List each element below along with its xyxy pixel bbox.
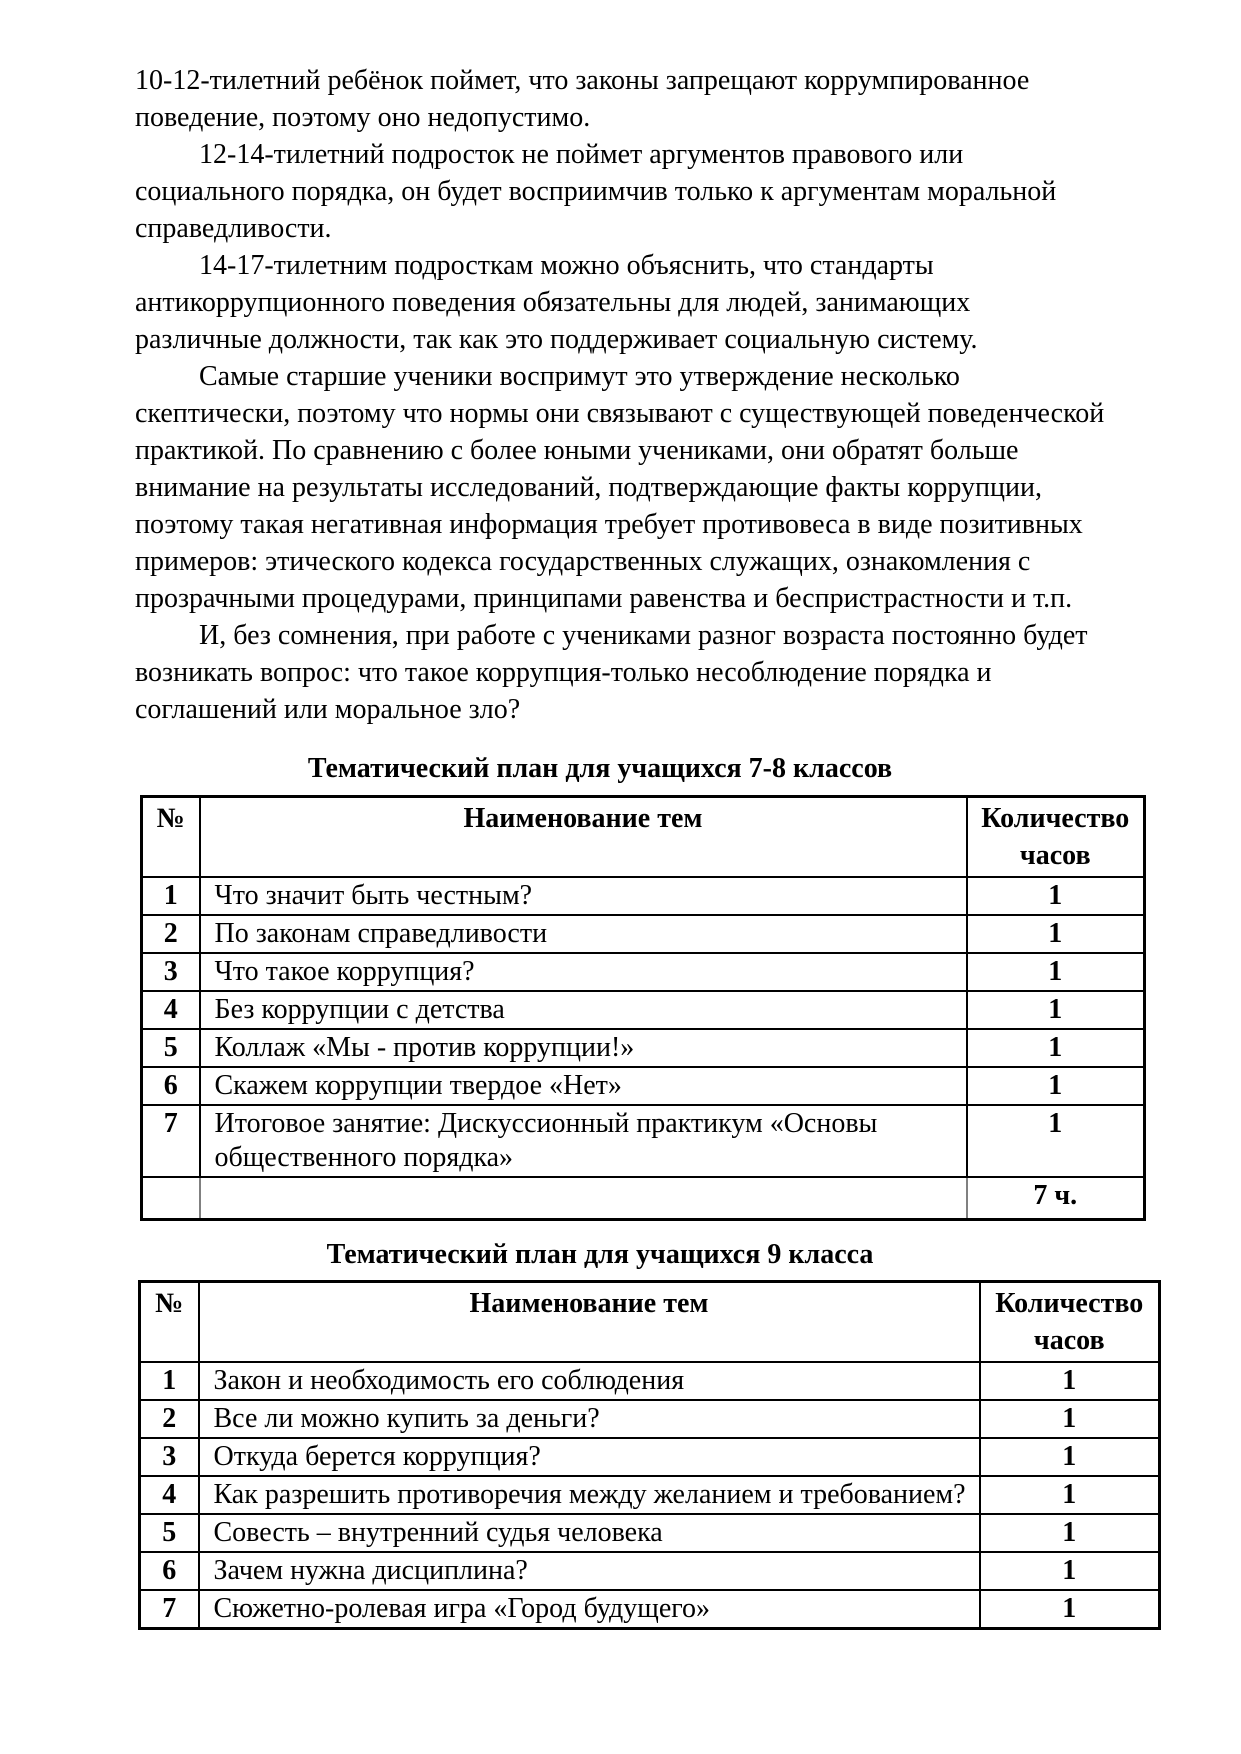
table-row <box>140 1590 1160 1629</box>
hours-cell: 1 <box>980 1552 1160 1590</box>
topic-cell: Закон и необходимость его соблюдения <box>199 1362 980 1400</box>
hours-cell: 1 <box>980 1514 1160 1552</box>
topic-cell: Откуда берется коррупция? <box>199 1438 980 1476</box>
paragraph-age-10-12: 10-12-тилетний ребёнок поймет, что законы запрещают коррумпированное поведение, поэтому оно недопустимо. <box>135 65 1030 133</box>
table-row <box>140 1362 1160 1400</box>
table-title-grade-9: Тематический план для учащихся 9 класса <box>326 1239 874 1270</box>
row-number-cell: 2 <box>142 915 200 953</box>
hours-cell: 1 <box>967 1029 1145 1067</box>
hours-cell: 1 <box>967 991 1145 1029</box>
table-row <box>140 1476 1160 1514</box>
table-row <box>142 915 1145 953</box>
total-empty-cell <box>200 1177 967 1220</box>
total-empty-cell <box>142 1177 200 1220</box>
header-topic-name: Наименование тем <box>199 1282 980 1363</box>
paragraph-age-14-17: 14-17-тилетним подросткам можно объяснить, что стандарты антикоррупционного поведения обязательны для людей, занимающих различные должности, так как это поддерживает социальную систему. <box>135 250 978 355</box>
row-number-cell: 7 <box>140 1590 199 1629</box>
topic-cell: Зачем нужна дисциплина? <box>199 1552 980 1590</box>
paragraph-older-pupils: Самые старшие ученики воспримут это утверждение несколько скептически, поэтому что нормы они связывают с существующей поведенческой практикой. По сравнению с более юными учениками, они обратят больше внимание на результаты исследований, подтверждающие факты коррупции, поэтому такая негативная информация требует противовеса в виде позитивных примеров: этического кодекса государственных служащих, ознакомления с прозрачными процедурами, принципами равенства и беспристрастности и т.п. <box>135 361 1105 614</box>
row-number-cell: 2 <box>140 1400 199 1438</box>
topic-cell: По законам справедливости <box>200 915 967 953</box>
table-row <box>142 1067 1145 1105</box>
hours-cell: 1 <box>967 953 1145 991</box>
row-number-cell: 3 <box>140 1438 199 1476</box>
total-hours-cell: 7 ч. <box>967 1177 1145 1220</box>
table-row <box>142 1105 1145 1177</box>
row-number-cell: 7 <box>142 1105 200 1177</box>
header-number: № <box>140 1282 199 1363</box>
total-row <box>142 1177 1145 1220</box>
table-row <box>140 1514 1160 1552</box>
topic-cell: Скажем коррупции твердое «Нет» <box>200 1067 967 1105</box>
topic-cell: Совесть – внутренний судья человека <box>199 1514 980 1552</box>
topic-cell: Что значит быть честным? <box>200 877 967 915</box>
topic-cell: Все ли можно купить за деньги? <box>199 1400 980 1438</box>
hours-cell: 1 <box>980 1590 1160 1629</box>
table-row <box>142 1029 1145 1067</box>
hours-cell: 1 <box>980 1362 1160 1400</box>
row-number-cell: 3 <box>142 953 200 991</box>
table-row <box>140 1400 1160 1438</box>
table-header-row <box>142 797 1145 878</box>
row-number-cell: 6 <box>140 1552 199 1590</box>
table-row <box>142 991 1145 1029</box>
hours-cell: 1 <box>967 1067 1145 1105</box>
table-row <box>140 1438 1160 1476</box>
row-number-cell: 1 <box>142 877 200 915</box>
row-number-cell: 1 <box>140 1362 199 1400</box>
paragraph-question: И, без сомнения, при работе с учениками разног возраста постоянно будет возникать вопрос: что такое коррупция-только несоблюдение порядка и соглашений или моральное зло? <box>135 620 1088 725</box>
hours-cell: 1 <box>980 1438 1160 1476</box>
hours-cell: 1 <box>980 1400 1160 1438</box>
hours-cell: 1 <box>967 915 1145 953</box>
row-number-cell: 4 <box>142 991 200 1029</box>
row-number-cell: 4 <box>140 1476 199 1514</box>
topic-cell: Итоговое занятие: Дискуссионный практикум «Основы общественного порядка» <box>200 1105 967 1177</box>
thematic-plan-table-grade-9 <box>138 1280 1161 1630</box>
topic-cell: Без коррупции с детства <box>200 991 967 1029</box>
topic-cell: Коллаж «Мы - против коррупции!» <box>200 1029 967 1067</box>
header-topic-name: Наименование тем <box>200 797 967 878</box>
row-number-cell: 5 <box>142 1029 200 1067</box>
row-number-cell: 6 <box>142 1067 200 1105</box>
table-row <box>142 877 1145 915</box>
table-title-grades-7-8: Тематический план для учащихся 7-8 классов <box>307 753 893 784</box>
header-hours-count: Количество часов <box>980 1282 1160 1363</box>
body-text-block <box>135 62 1130 728</box>
topic-cell: Сюжетно-ролевая игра «Город будущего» <box>199 1590 980 1629</box>
topic-cell: Как разрешить противоречия между желанием и требованием? <box>199 1476 980 1514</box>
header-hours-count: Количество часов <box>967 797 1145 878</box>
table-row <box>140 1552 1160 1590</box>
header-number: № <box>142 797 200 878</box>
hours-cell: 1 <box>967 1105 1145 1177</box>
thematic-plan-table-grades-7-8 <box>140 795 1146 1221</box>
table-row <box>142 953 1145 991</box>
table-header-row <box>140 1282 1160 1363</box>
hours-cell: 1 <box>980 1476 1160 1514</box>
row-number-cell: 5 <box>140 1514 199 1552</box>
topic-cell: Что такое коррупция? <box>200 953 967 991</box>
paragraph-age-12-14: 12-14-тилетний подросток не поймет аргументов правового или социального порядка, он будет восприимчив только к аргументам моральной справедливости. <box>135 139 1057 244</box>
hours-cell: 1 <box>967 877 1145 915</box>
